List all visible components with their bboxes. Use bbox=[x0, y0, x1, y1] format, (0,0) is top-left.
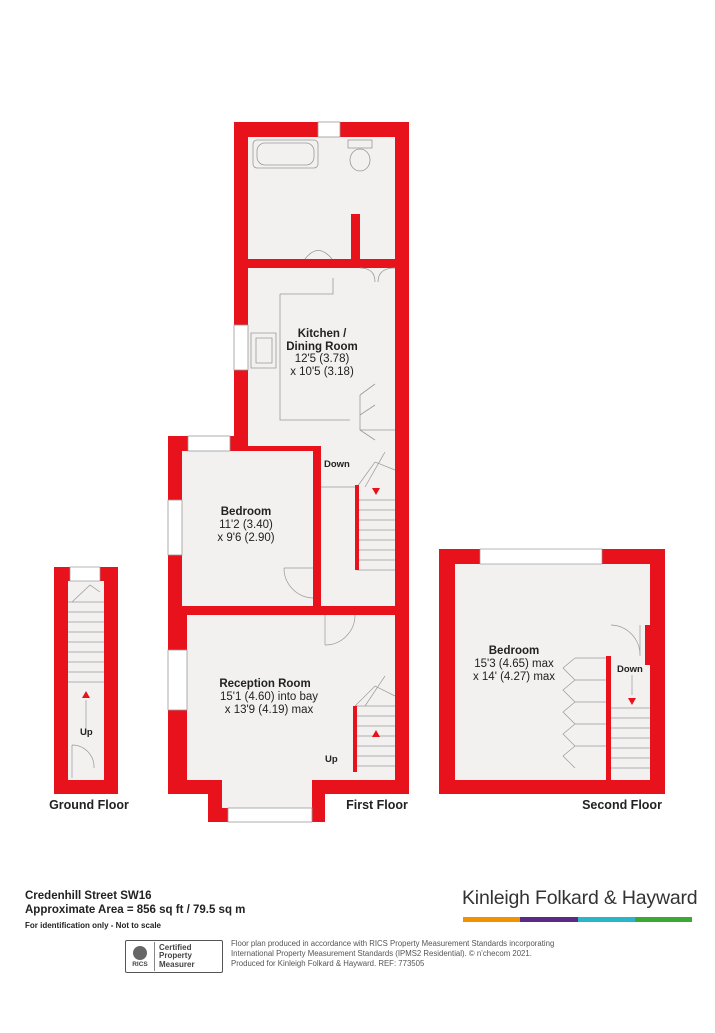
kitchen-label: Kitchen / bbox=[297, 328, 347, 340]
second-bedroom-label: Bedroom bbox=[488, 645, 540, 657]
second-bedroom-dim1: 15'3 (4.65) max bbox=[474, 658, 554, 670]
brand-bar-orange bbox=[463, 917, 520, 922]
rics-badge bbox=[125, 940, 223, 973]
rics-cert-line3: Measurer bbox=[159, 959, 195, 969]
second-stairs-down-label: Down bbox=[617, 664, 643, 675]
first-floor-plan bbox=[168, 122, 409, 822]
approximate-area: Approximate Area = 856 sq ft / 79.5 sq m bbox=[25, 904, 246, 916]
reception-label: Reception Room bbox=[219, 678, 311, 690]
kitchen-dim2: x 10'5 (3.18) bbox=[290, 366, 354, 378]
property-info bbox=[25, 889, 245, 933]
rics-cert-line1: Certified bbox=[159, 942, 192, 952]
rics-cert-line2: Property bbox=[159, 951, 192, 961]
reception-dim2: x 13'9 (4.19) max bbox=[224, 704, 314, 716]
rics-cert-text bbox=[155, 944, 195, 970]
brand-name: Kinleigh Folkard & Hayward bbox=[462, 887, 698, 909]
bedroom-dim2: x 9'6 (2.90) bbox=[217, 532, 275, 544]
second-floor-label: Second Floor bbox=[582, 798, 662, 812]
stairs-down-label: Down bbox=[324, 459, 350, 470]
bedroom-dim1: 11'2 (3.40) bbox=[219, 519, 273, 531]
disclaimer-line3: Produced for Kinleigh Folkard & Hayward. REF: 773505 bbox=[231, 959, 425, 968]
second-bedroom-dim2: x 14' (4.27) max bbox=[472, 671, 556, 683]
rics-logo-icon bbox=[126, 942, 155, 971]
dining-room-label: Dining Room bbox=[286, 341, 358, 353]
brand-color-bar bbox=[463, 917, 692, 922]
brand-bar-purple bbox=[520, 917, 577, 922]
brand-bar-green bbox=[635, 917, 692, 922]
disclaimer-line2: International Property Measurement Standards (IPMS2 Residential). © n’checom 2021. bbox=[231, 949, 532, 958]
ground-floor-label: Ground Floor bbox=[49, 798, 129, 812]
bedroom-label: Bedroom bbox=[220, 506, 272, 518]
kitchen-dim1: 12'5 (3.78) bbox=[294, 353, 350, 365]
address: Credenhill Street SW16 bbox=[25, 890, 152, 902]
ground-stairs-up-label: Up bbox=[80, 727, 93, 738]
disclaimer bbox=[231, 939, 611, 969]
first-floor-label: First Floor bbox=[346, 798, 408, 812]
brand-bar-teal bbox=[578, 917, 635, 922]
stairs-up-label: Up bbox=[325, 754, 338, 765]
disclaimer-line1: Floor plan produced in accordance with RICS Property Measurement Standards incorporating bbox=[231, 939, 555, 948]
second-floor-plan bbox=[439, 549, 665, 794]
reception-dim1: 15'1 (4.60) into bay bbox=[219, 691, 319, 703]
ground-floor-plan bbox=[54, 567, 118, 794]
rics-logo-text: RICS bbox=[132, 960, 148, 968]
scale-note: For identification only - Not to scale bbox=[25, 921, 162, 930]
